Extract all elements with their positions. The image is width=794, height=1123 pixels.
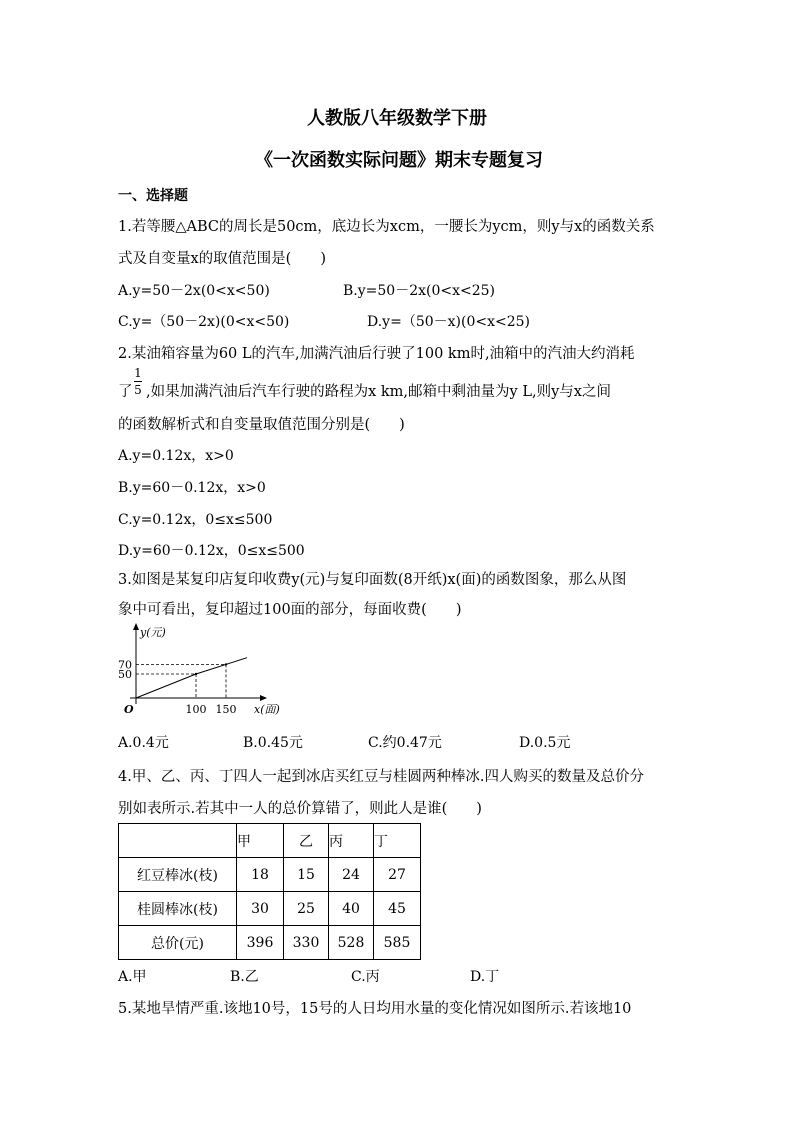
table-cell: 总价(元) xyxy=(119,926,237,960)
q2-fraction-bar xyxy=(134,381,142,382)
q2-line-3: 的函数解析式和自变量取值范围分别是( ) xyxy=(118,417,405,433)
q2-fraction-denominator: 5 xyxy=(134,383,142,397)
q2-fraction-numerator: 1 xyxy=(134,366,142,380)
section-heading: 一、选择题 xyxy=(118,188,188,204)
series-segment-2 xyxy=(196,658,247,674)
table-cell: 15 xyxy=(284,858,329,892)
title-line-2: 《一次函数实际问题》期末专题复习 xyxy=(255,150,543,171)
x-tick-label: 150 xyxy=(215,703,237,716)
table-cell: 桂圆棒冰(枝) xyxy=(119,892,237,926)
q3-option-d[interactable]: D.0.5元 xyxy=(519,735,571,751)
table-cell: 40 xyxy=(329,892,374,926)
q1-line-1: 1.若等腰△ABC的周长是50cm，底边长为xcm，一腰长为ycm，则y与x的函数关系 xyxy=(118,219,655,235)
q4-option-b[interactable]: B.乙 xyxy=(230,969,259,985)
q4-option-d[interactable]: D.丁 xyxy=(470,969,500,985)
table-cell: 30 xyxy=(237,892,284,926)
table-cell: 18 xyxy=(237,858,284,892)
table-header-cell: 乙 xyxy=(284,824,329,858)
table-row xyxy=(119,892,421,926)
q3-option-a[interactable]: A.0.4元 xyxy=(118,735,169,751)
table-row xyxy=(119,926,421,960)
table-header-cell: 丁 xyxy=(374,824,421,858)
table-cell: 25 xyxy=(284,892,329,926)
table-cell: 585 xyxy=(374,926,421,960)
q3-option-c[interactable]: C.约0.47元 xyxy=(368,735,442,751)
series-segment-1 xyxy=(136,674,196,698)
table-cell: 27 xyxy=(374,858,421,892)
q3-line-2: 象中可看出，复印超过100面的部分，每面收费( ) xyxy=(118,602,462,618)
q4-price-table xyxy=(118,823,421,960)
q2-line-1: 2.某油箱容量为60 L的汽车,加满汽油后行驶了100 km时,油箱中的汽油大约消耗 xyxy=(118,346,635,362)
data-point xyxy=(225,663,227,665)
table-header-row xyxy=(119,824,421,858)
x-axis-label: x(面) xyxy=(254,703,280,716)
table-header-cell xyxy=(119,824,237,858)
table-cell: 24 xyxy=(329,858,374,892)
y-tick-label: 70 xyxy=(118,658,132,672)
q2-option-b[interactable]: B.y=60－0.12x，x>0 xyxy=(118,480,266,496)
table-cell: 红豆棒冰(枝) xyxy=(119,858,237,892)
table-row xyxy=(119,858,421,892)
q1-option-d[interactable]: D.y=（50－x)(0<x<25) xyxy=(367,314,530,330)
table-cell: 396 xyxy=(237,926,284,960)
q3-option-b[interactable]: B.0.45元 xyxy=(243,735,303,751)
x-axis-arrow xyxy=(260,695,267,701)
table-cell: 528 xyxy=(329,926,374,960)
y-axis-label: y(元) xyxy=(140,626,166,639)
y-axis-arrow xyxy=(133,623,139,630)
q4-line-2: 别如表所示.若其中一人的总价算错了，则此人是谁( ) xyxy=(118,801,482,817)
q4-option-a[interactable]: A.甲 xyxy=(118,969,147,985)
q1-option-a[interactable]: A.y=50－2x(0<x<50) xyxy=(118,283,270,299)
table-header-cell: 甲 xyxy=(237,824,284,858)
table-cell: 45 xyxy=(374,892,421,926)
q2-line-2-rest: ,如果加满汽油后汽车行驶的路程为x km,邮箱中剩油量为y L,则y与x之间 xyxy=(146,384,611,400)
q3-function-graph xyxy=(112,620,302,720)
q2-option-c[interactable]: C.y=0.12x，0≤x≤500 xyxy=(118,512,273,528)
q2-option-a[interactable]: A.y=0.12x，x>0 xyxy=(118,448,234,464)
data-point xyxy=(195,673,197,675)
q1-option-c[interactable]: C.y=（50－2x)(0<x<50) xyxy=(118,314,290,330)
table-header-cell: 丙 xyxy=(329,824,374,858)
q3-line-1: 3.如图是某复印店复印收费y(元)与复印面数(8开纸)x(面)的函数图象，那么从图 xyxy=(118,572,627,588)
origin-label: O xyxy=(124,703,134,716)
title-line-1: 人教版八年级数学下册 xyxy=(307,108,487,129)
q1-option-b[interactable]: B.y=50－2x(0<x<25) xyxy=(343,283,495,299)
x-tick-label: 100 xyxy=(185,703,207,716)
q2-line-2-prefix: 了 xyxy=(118,384,133,400)
q2-option-d[interactable]: D.y=60－0.12x，0≤x≤500 xyxy=(118,543,305,559)
q5-line-1: 5.某地旱情严重.该地10号，15号的人日均用水量的变化情况如图所示.若该地10 xyxy=(118,1001,632,1017)
q4-line-1: 4.甲、乙、丙、丁四人一起到冰店买红豆与桂圆两种棒冰.四人购买的数量及总价分 xyxy=(118,769,644,785)
y-tick-label: 50 xyxy=(118,668,132,681)
q4-option-c[interactable]: C.丙 xyxy=(351,969,380,985)
table-cell: 330 xyxy=(284,926,329,960)
q1-line-2: 式及自变量x的取值范围是( ) xyxy=(118,251,326,267)
